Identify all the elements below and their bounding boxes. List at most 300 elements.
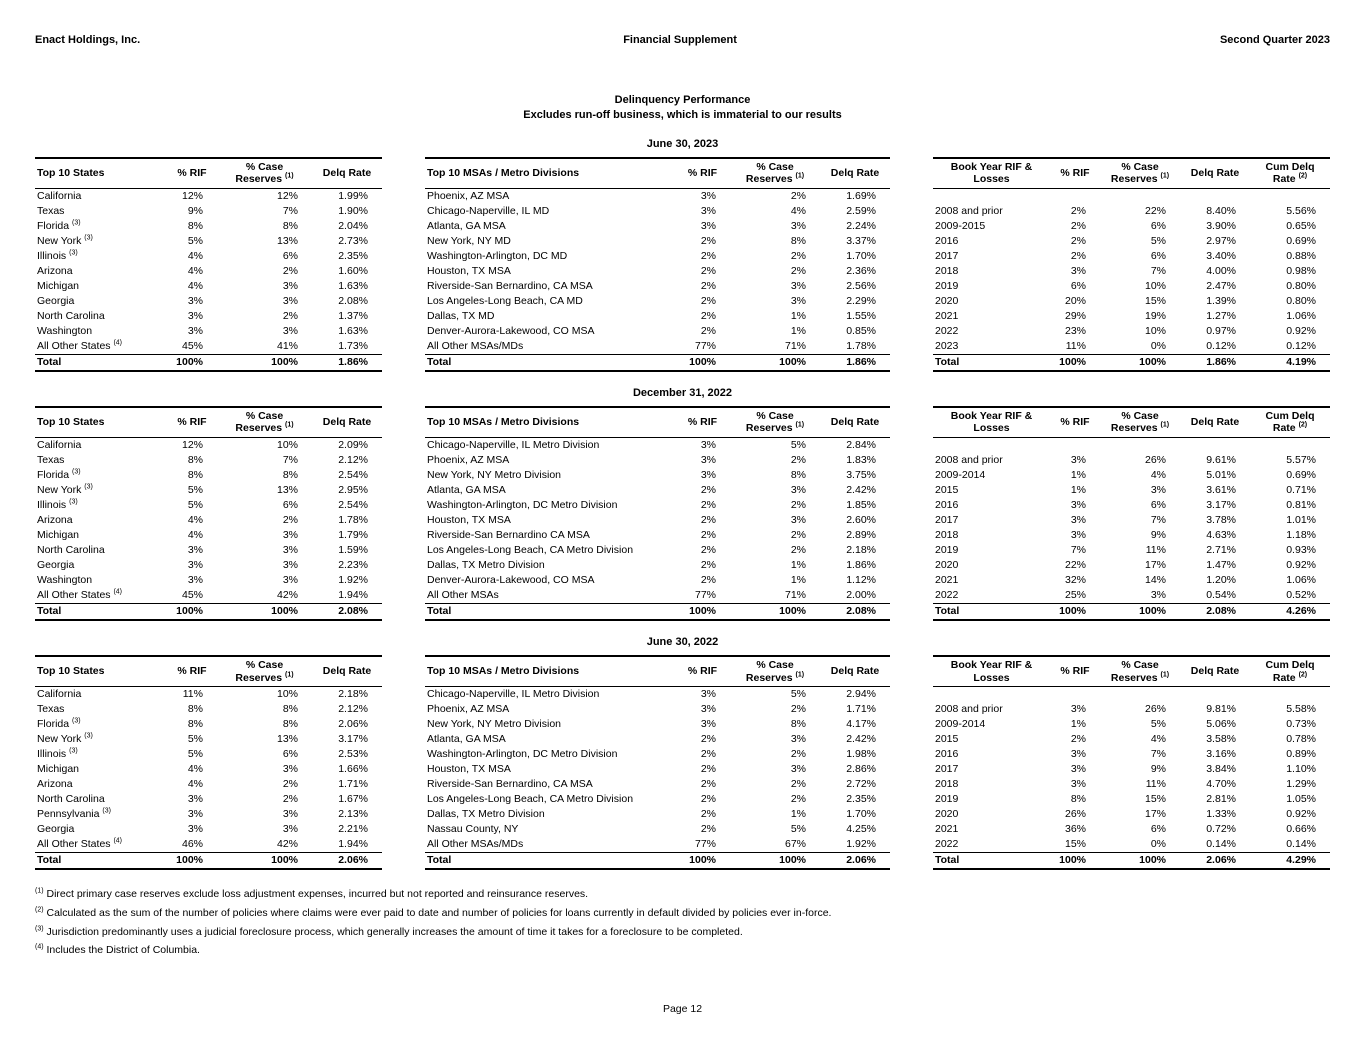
cell-value: 3%	[790, 294, 806, 307]
row-label: Illinois $^{(3)}$	[37, 498, 78, 512]
row-label: Texas	[37, 204, 65, 217]
row-label: 2021	[935, 574, 959, 587]
cell-value: 2%	[700, 249, 716, 262]
cell-value: 3%	[1070, 454, 1086, 467]
cell-value: 15%	[1144, 294, 1166, 307]
row-label: 2020	[935, 559, 959, 572]
cell-value: 4%	[1150, 469, 1166, 482]
cell-value: 32%	[1064, 574, 1086, 587]
row-label: All Other States $^{(4)}$	[37, 837, 123, 851]
cell-value	[1180, 188, 1250, 204]
table-row	[425, 468, 890, 483]
row-label: All Other MSAs/MDs	[427, 339, 524, 352]
table-row	[425, 792, 890, 807]
table-title: Top 10 MSAs / Metro Divisions	[425, 158, 675, 189]
cell-value: 3.16%	[1206, 748, 1236, 761]
row-label: 2017	[935, 514, 959, 527]
cell-value: 3%	[790, 763, 806, 776]
section-tables	[35, 655, 1330, 870]
cell-value: 5%	[790, 823, 806, 836]
footnote: $^{(3)}$ Jurisdiction predominantly uses a judicial foreclosure process, which generally increases the amount of time it takes for a foreclosure to be completed.	[35, 925, 743, 938]
cell-value: 3%	[700, 439, 716, 452]
table-row	[933, 822, 1330, 837]
cell-value: 0.66%	[1286, 823, 1316, 836]
table-row	[35, 234, 382, 249]
table-row	[35, 837, 382, 853]
table-row	[35, 339, 382, 355]
cell-value: 46%	[181, 838, 203, 851]
column-header: % Case Reserves $^{(1)}$	[1100, 158, 1180, 189]
total-value: 1.86%	[820, 354, 890, 371]
cell-value: 2.24%	[846, 219, 876, 232]
row-label: Arizona	[37, 514, 73, 527]
cell-value: 3%	[187, 823, 203, 836]
cell-value: 0.52%	[1286, 589, 1316, 602]
cell-value: 3%	[790, 279, 806, 292]
table-row	[425, 498, 890, 513]
table-row	[35, 279, 382, 294]
total-row	[933, 604, 1330, 621]
cell-value: 42%	[276, 838, 298, 851]
table-row	[425, 309, 890, 324]
cell-value: 1.20%	[1206, 574, 1236, 587]
cell-value: 6%	[1070, 279, 1086, 292]
row-label: 2009-2014	[935, 469, 986, 482]
row-label: 2021	[935, 309, 959, 322]
book-table	[933, 655, 1330, 870]
column-header: % Case Reserves $^{(1)}$	[730, 407, 820, 438]
column-header: Delq Rate	[312, 158, 382, 189]
total-value: 100%	[167, 354, 217, 371]
table-row	[933, 309, 1330, 324]
cell-value: 10%	[276, 688, 298, 701]
cell-value: 3%	[282, 574, 298, 587]
cell-value: 2.71%	[1206, 544, 1236, 557]
table-row	[425, 558, 890, 573]
cell-value: 2.13%	[338, 808, 368, 821]
cell-value: 8%	[282, 703, 298, 716]
superscript-marker: (3)	[69, 249, 78, 257]
row-label: Michigan	[37, 763, 80, 776]
cell-value: 2.23%	[338, 559, 368, 572]
row-label: 2022	[935, 324, 959, 337]
row-label: 2019	[935, 544, 959, 557]
cell-value: 4%	[187, 279, 203, 292]
cell-value: 77%	[694, 589, 716, 602]
row-label: Pennsylvania $^{(3)}$	[37, 807, 111, 821]
superscript-marker: (1)	[35, 887, 44, 895]
row-label: Florida $^{(3)}$	[37, 219, 81, 232]
cell-value: 5%	[790, 439, 806, 452]
row-label: Dallas, TX MD	[427, 309, 495, 322]
table-row	[425, 762, 890, 777]
row-label: Los Angeles-Long Beach, CA Metro Division	[427, 544, 634, 557]
cell-value: 7%	[282, 454, 298, 467]
total-value: 100%	[1050, 853, 1100, 870]
cell-value: 2.09%	[338, 439, 368, 452]
table-row	[933, 543, 1330, 558]
cell-value: 2.18%	[338, 688, 368, 701]
cell-value: 9%	[1150, 529, 1166, 542]
cell-value: 2.56%	[846, 279, 876, 292]
table-row	[35, 732, 382, 747]
row-label: New York, NY MD	[427, 234, 511, 247]
cell-value: 0.92%	[1286, 324, 1316, 337]
table-row	[35, 249, 382, 264]
table-title: Top 10 MSAs / Metro Divisions	[425, 656, 675, 687]
cell-value: 29%	[1064, 309, 1086, 322]
cell-value: 2%	[790, 544, 806, 557]
row-label: 2021	[935, 823, 959, 836]
superscript-marker: (3)	[102, 807, 111, 815]
table-row	[35, 543, 382, 558]
cell-value: 3%	[1150, 589, 1166, 602]
cell-value: 1.01%	[1286, 514, 1316, 527]
cell-value: 3%	[282, 808, 298, 821]
table-row	[35, 219, 382, 234]
table-row	[933, 528, 1330, 543]
cell-value: 3%	[187, 324, 203, 337]
cell-value: 5.06%	[1206, 718, 1236, 731]
cell-value: 45%	[181, 339, 203, 352]
table-row	[425, 204, 890, 219]
total-label: Total	[35, 354, 167, 371]
table-row	[933, 588, 1330, 604]
cell-value: 2%	[700, 763, 716, 776]
cell-value: 2.35%	[338, 249, 368, 262]
row-label: Riverside-San Bernardino CA MSA	[427, 529, 590, 542]
cell-value: 0.54%	[1206, 589, 1236, 602]
table-row	[933, 188, 1330, 204]
table-row	[425, 543, 890, 558]
row-label: Los Angeles-Long Beach, CA Metro Division	[427, 793, 634, 806]
cell-value: 77%	[694, 339, 716, 352]
total-label: Total	[425, 604, 675, 621]
cell-value: 3%	[1070, 763, 1086, 776]
cell-value: 2%	[700, 808, 716, 821]
row-label: 2016	[935, 748, 959, 761]
table-row	[425, 837, 890, 853]
row-label: Nassau County, NY	[427, 823, 519, 836]
table-row	[425, 573, 890, 588]
table-title: Top 10 MSAs / Metro Divisions	[425, 407, 675, 438]
table-row	[425, 732, 890, 747]
row-label: Georgia	[37, 294, 75, 307]
table-row	[425, 822, 890, 837]
cell-value: 3%	[282, 294, 298, 307]
cell-value: 3%	[700, 454, 716, 467]
cell-value: 3.90%	[1206, 219, 1236, 232]
table-row	[425, 188, 890, 204]
cell-value: 2.59%	[846, 204, 876, 217]
table-title: Top 10 States	[35, 407, 167, 438]
column-header: Cum Delq Rate $^{(2)}$	[1250, 158, 1330, 189]
table-row	[35, 717, 382, 732]
cell-value: 26%	[1144, 703, 1166, 716]
cell-value: 9.61%	[1206, 454, 1236, 467]
row-label: Phoenix, AZ MSA	[427, 189, 510, 202]
row-label: 2015	[935, 484, 959, 497]
table-row	[35, 807, 382, 822]
cell-value: 26%	[1144, 454, 1166, 467]
cell-value: 2%	[700, 574, 716, 587]
column-header: % RIF	[1050, 407, 1100, 438]
total-label: Total	[425, 354, 675, 371]
cell-value: 2%	[790, 454, 806, 467]
superscript-marker: (2)	[1298, 172, 1308, 180]
cell-value: 8%	[187, 703, 203, 716]
total-value: 100%	[730, 604, 820, 621]
table-row	[933, 702, 1330, 717]
table-row	[933, 264, 1330, 279]
cell-value: 0.72%	[1206, 823, 1236, 836]
superscript-marker: (2)	[35, 906, 44, 914]
cell-value: 6%	[1150, 499, 1166, 512]
cell-value: 2%	[282, 264, 298, 277]
row-label: Houston, TX MSA	[427, 264, 511, 277]
cell-value: 0.88%	[1286, 249, 1316, 262]
cell-value: 1.06%	[1286, 574, 1316, 587]
table-row	[933, 294, 1330, 309]
cell-value: 2%	[1070, 234, 1086, 247]
table-title: Top 10 States	[35, 656, 167, 687]
cell-value: 1.67%	[338, 793, 368, 806]
cell-value	[1100, 438, 1180, 454]
table-row	[425, 324, 890, 339]
cell-value	[1180, 687, 1250, 703]
cell-value: 2%	[700, 264, 716, 277]
cell-value: 0.93%	[1286, 544, 1316, 557]
column-header: Delq Rate	[1180, 656, 1250, 687]
cell-value: 0.78%	[1286, 733, 1316, 746]
cell-value: 3%	[1070, 499, 1086, 512]
cell-value: 2.04%	[338, 219, 368, 232]
column-header: % RIF	[167, 158, 217, 189]
cell-value: 8%	[1070, 793, 1086, 806]
cell-value: 8%	[187, 219, 203, 232]
table-row	[425, 453, 890, 468]
cell-value: 9%	[1150, 763, 1166, 776]
cell-value: 1.85%	[846, 499, 876, 512]
cell-value: 3%	[187, 559, 203, 572]
section-date: June 30, 2022	[646, 636, 719, 649]
cell-value: 3%	[700, 688, 716, 701]
cell-value: 4.63%	[1206, 529, 1236, 542]
table-row	[425, 702, 890, 717]
cell-value: 3%	[187, 808, 203, 821]
cell-value: 7%	[1150, 514, 1166, 527]
cell-value: 1%	[1070, 718, 1086, 731]
cell-value: 2%	[1070, 249, 1086, 262]
cell-value: 6%	[282, 499, 298, 512]
cell-value: 0.80%	[1286, 294, 1316, 307]
cell-value: 15%	[1064, 838, 1086, 851]
cell-value: 77%	[694, 838, 716, 851]
table-row	[35, 528, 382, 543]
cell-value: 2.86%	[846, 763, 876, 776]
cell-value: 7%	[1070, 544, 1086, 557]
cell-value: 0.98%	[1286, 264, 1316, 277]
table-row	[35, 777, 382, 792]
header-row	[35, 158, 382, 189]
table-row	[35, 188, 382, 204]
total-value: 100%	[1100, 604, 1180, 621]
table-row	[425, 249, 890, 264]
cell-value: 2.84%	[846, 439, 876, 452]
cell-value: 3.40%	[1206, 249, 1236, 262]
row-label: 2020	[935, 808, 959, 821]
cell-value: 2%	[790, 189, 806, 202]
total-label: Total	[933, 354, 1050, 371]
total-label: Total	[35, 604, 167, 621]
cell-value: 3%	[187, 309, 203, 322]
superscript-marker: (4)	[35, 943, 44, 951]
cell-value: 19%	[1144, 309, 1166, 322]
msas-table	[425, 655, 890, 870]
superscript-marker: (3)	[72, 468, 81, 476]
total-row	[35, 354, 382, 371]
cell-value: 2.97%	[1206, 234, 1236, 247]
cell-value: 12%	[276, 189, 298, 202]
superscript-marker: (3)	[69, 498, 78, 506]
header-row	[425, 158, 890, 189]
cell-value	[1180, 438, 1250, 454]
cell-value: 2.12%	[338, 703, 368, 716]
table-row	[933, 687, 1330, 703]
cell-value: 2%	[790, 703, 806, 716]
cell-value: 2.18%	[846, 544, 876, 557]
cell-value: 1.60%	[338, 264, 368, 277]
row-label: Illinois $^{(3)}$	[37, 747, 78, 761]
cell-value: 1.71%	[846, 703, 876, 716]
cell-value: 1.69%	[846, 189, 876, 202]
row-label: 2017	[935, 249, 959, 262]
cell-value: 11%	[182, 688, 203, 701]
row-label: Houston, TX MSA	[427, 763, 511, 776]
table-row	[35, 483, 382, 498]
cell-value: 3.17%	[338, 733, 368, 746]
column-header: % Case Reserves $^{(1)}$	[217, 407, 312, 438]
cell-value: 6%	[1150, 219, 1166, 232]
row-label	[933, 687, 1050, 703]
cell-value: 4%	[187, 778, 203, 791]
cell-value: 2.60%	[846, 514, 876, 527]
cell-value: 0.69%	[1286, 234, 1316, 247]
states-table	[35, 655, 382, 870]
cell-value: 1.55%	[846, 309, 876, 322]
row-label: 2017	[935, 763, 959, 776]
cell-value: 2.54%	[338, 469, 368, 482]
total-value: 2.06%	[820, 853, 890, 870]
total-value: 2.06%	[1180, 853, 1250, 870]
cell-value: 4%	[187, 529, 203, 542]
table-row	[933, 234, 1330, 249]
table-row	[35, 468, 382, 483]
table-row	[425, 777, 890, 792]
row-label: Riverside-San Bernardino, CA MSA	[427, 279, 593, 292]
row-label: Atlanta, GA MSA	[427, 484, 506, 497]
row-label: North Carolina	[37, 309, 105, 322]
table-row	[933, 732, 1330, 747]
footnote: $^{(4)}$ Includes the District of Columbia.	[35, 943, 200, 957]
total-value: 100%	[730, 354, 820, 371]
superscript-marker: (2)	[1298, 671, 1308, 679]
cell-value: 2%	[700, 294, 716, 307]
cell-value: 3%	[282, 763, 298, 776]
cell-value: 1.39%	[1206, 294, 1236, 307]
cell-value: 2%	[282, 309, 298, 322]
table-row	[933, 249, 1330, 264]
cell-value: 11%	[1145, 544, 1166, 557]
table-row	[425, 264, 890, 279]
cell-value: 3.78%	[1206, 514, 1236, 527]
cell-value: 5%	[187, 234, 203, 247]
total-value: 100%	[1050, 354, 1100, 371]
superscript-marker: (3)	[72, 717, 81, 725]
cell-value: 1.78%	[338, 514, 368, 527]
header-row	[425, 407, 890, 438]
report-title-line2: Excludes run-off business, which is immaterial to our results	[523, 108, 842, 121]
cell-value: 3%	[1070, 778, 1086, 791]
cell-value: 2%	[1070, 204, 1086, 217]
msas-table	[425, 157, 890, 372]
cell-value: 2%	[700, 544, 716, 557]
cell-value: 2%	[282, 514, 298, 527]
cell-value: 71%	[784, 339, 806, 352]
cell-value: 2%	[700, 748, 716, 761]
cell-value: 0%	[1150, 838, 1166, 851]
total-value: 100%	[217, 604, 312, 621]
table-row	[933, 219, 1330, 234]
cell-value: 2%	[1070, 733, 1086, 746]
cell-value: 1.27%	[1206, 309, 1236, 322]
states-table	[35, 157, 382, 372]
cell-value: 7%	[1150, 264, 1166, 277]
table-title: Book Year RIF & Losses	[933, 407, 1050, 438]
total-value: 100%	[217, 853, 312, 870]
table-row	[35, 264, 382, 279]
cell-value: 1.59%	[338, 544, 368, 557]
superscript-marker: (3)	[69, 747, 78, 755]
cell-value: 2%	[790, 778, 806, 791]
section-tables	[35, 157, 1330, 372]
cell-value: 2%	[700, 309, 716, 322]
cell-value: 22%	[1144, 204, 1166, 217]
column-header: Cum Delq Rate $^{(2)}$	[1250, 656, 1330, 687]
cell-value: 2%	[790, 499, 806, 512]
superscript-marker: (4)	[113, 339, 123, 347]
cell-value: 4%	[187, 249, 203, 262]
cell-value: 3%	[1150, 484, 1166, 497]
cell-value: 12%	[181, 189, 203, 202]
header-row	[35, 407, 382, 438]
report-title	[35, 93, 1330, 123]
total-value: 1.86%	[1180, 354, 1250, 371]
cell-value: 10%	[1144, 279, 1166, 292]
row-label: New York, NY Metro Division	[427, 718, 562, 731]
table-row	[933, 513, 1330, 528]
column-header: % Case Reserves $^{(1)}$	[730, 158, 820, 189]
row-label: New York $^{(3)}$	[37, 732, 93, 746]
total-value: 100%	[1100, 354, 1180, 371]
cell-value: 1.05%	[1286, 793, 1316, 806]
table-row	[35, 324, 382, 339]
msas-table	[425, 406, 890, 621]
row-label: New York, NY Metro Division	[427, 469, 562, 482]
cell-value: 5%	[1150, 718, 1166, 731]
cell-value: 3%	[790, 514, 806, 527]
cell-value: 3%	[282, 544, 298, 557]
